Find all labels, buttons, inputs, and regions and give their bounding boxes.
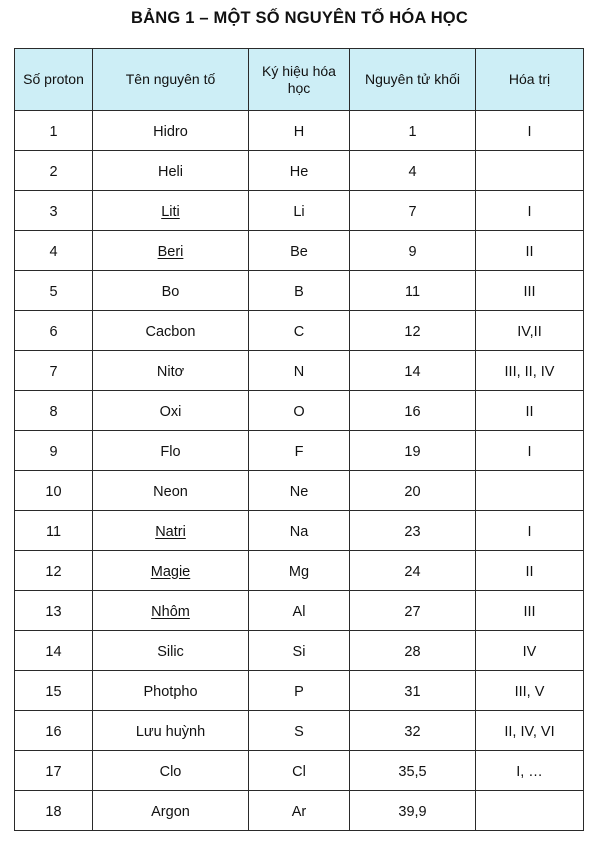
cell-atomic-mass: 20 [350, 471, 476, 511]
element-name-underlined: Liti [161, 203, 180, 220]
table-row [15, 111, 584, 151]
table-row [15, 591, 584, 631]
cell-valence [476, 791, 584, 831]
cell-proton: 12 [15, 551, 93, 591]
cell-element-name: Neon [93, 471, 249, 511]
column-header-proton: Số proton [15, 49, 93, 111]
cell-atomic-mass: 31 [350, 671, 476, 711]
cell-valence: III, V [476, 671, 584, 711]
cell-valence: I, … [476, 751, 584, 791]
cell-valence [476, 151, 584, 191]
table-row [15, 671, 584, 711]
cell-element-name [93, 511, 249, 551]
cell-element-name: Silic [93, 631, 249, 671]
cell-proton: 10 [15, 471, 93, 511]
cell-element-name: Hidro [93, 111, 249, 151]
cell-proton: 16 [15, 711, 93, 751]
cell-proton: 2 [15, 151, 93, 191]
table-header-row [15, 49, 584, 111]
table-row [15, 311, 584, 351]
table-row [15, 431, 584, 471]
table-row [15, 271, 584, 311]
element-name-underlined: Magie [150, 563, 191, 580]
cell-symbol: P [249, 671, 350, 711]
element-name-underlined: Beri [157, 243, 184, 260]
page-title: BẢNG 1 – MỘT SỐ NGUYÊN TỐ HÓA HỌC [131, 9, 468, 27]
cell-symbol: N [249, 351, 350, 391]
cell-valence: III, II, IV [476, 351, 584, 391]
cell-proton: 5 [15, 271, 93, 311]
cell-atomic-mass: 27 [350, 591, 476, 631]
cell-valence: I [476, 511, 584, 551]
cell-element-name [93, 231, 249, 271]
cell-element-name: Photpho [93, 671, 249, 711]
cell-atomic-mass: 23 [350, 511, 476, 551]
cell-element-name: Bo [93, 271, 249, 311]
cell-atomic-mass: 28 [350, 631, 476, 671]
cell-atomic-mass: 12 [350, 311, 476, 351]
table-row [15, 631, 584, 671]
cell-symbol: F [249, 431, 350, 471]
table-row [15, 391, 584, 431]
cell-proton: 9 [15, 431, 93, 471]
cell-atomic-mass: 39,9 [350, 791, 476, 831]
cell-proton: 4 [15, 231, 93, 271]
column-header-name: Tên nguyên tố [93, 49, 249, 111]
cell-atomic-mass: 14 [350, 351, 476, 391]
table-row [15, 751, 584, 791]
cell-valence: I [476, 191, 584, 231]
cell-atomic-mass: 7 [350, 191, 476, 231]
cell-proton: 11 [15, 511, 93, 551]
cell-symbol: Si [249, 631, 350, 671]
cell-element-name: Flo [93, 431, 249, 471]
cell-symbol: Be [249, 231, 350, 271]
cell-atomic-mass: 4 [350, 151, 476, 191]
cell-proton: 7 [15, 351, 93, 391]
cell-valence: III [476, 271, 584, 311]
cell-valence: IV [476, 631, 584, 671]
cell-element-name: Lưu huỳnh [93, 711, 249, 751]
cell-symbol: Al [249, 591, 350, 631]
cell-element-name [93, 551, 249, 591]
cell-valence: II [476, 231, 584, 271]
table-row [15, 551, 584, 591]
table-row [15, 151, 584, 191]
cell-element-name: Heli [93, 151, 249, 191]
cell-element-name [93, 191, 249, 231]
column-header-valence: Hóa trị [476, 49, 584, 111]
cell-symbol: He [249, 151, 350, 191]
cell-symbol: Mg [249, 551, 350, 591]
column-header-mass: Nguyên tử khối [350, 49, 476, 111]
cell-symbol: C [249, 311, 350, 351]
cell-symbol: Ne [249, 471, 350, 511]
cell-symbol: Ar [249, 791, 350, 831]
cell-atomic-mass: 32 [350, 711, 476, 751]
element-name-underlined: Nhôm [151, 603, 190, 620]
cell-element-name: Oxi [93, 391, 249, 431]
element-name-underlined: Natri [155, 523, 186, 540]
cell-valence: I [476, 431, 584, 471]
cell-proton: 3 [15, 191, 93, 231]
table-row [15, 351, 584, 391]
table-row [15, 711, 584, 751]
elements-table [14, 48, 584, 831]
cell-atomic-mass: 24 [350, 551, 476, 591]
cell-valence: IV,II [476, 311, 584, 351]
cell-proton: 18 [15, 791, 93, 831]
cell-valence: II [476, 391, 584, 431]
cell-symbol: Na [249, 511, 350, 551]
cell-symbol: O [249, 391, 350, 431]
cell-proton: 8 [15, 391, 93, 431]
cell-atomic-mass: 11 [350, 271, 476, 311]
cell-symbol: Cl [249, 751, 350, 791]
table-row [15, 191, 584, 231]
cell-element-name: Argon [93, 791, 249, 831]
table-row [15, 511, 584, 551]
cell-element-name: Nitơ [93, 351, 249, 391]
cell-valence: I [476, 111, 584, 151]
cell-symbol: B [249, 271, 350, 311]
cell-symbol: H [249, 111, 350, 151]
cell-element-name: Cacbon [93, 311, 249, 351]
cell-atomic-mass: 9 [350, 231, 476, 271]
cell-atomic-mass: 16 [350, 391, 476, 431]
cell-element-name [93, 591, 249, 631]
cell-proton: 15 [15, 671, 93, 711]
cell-atomic-mass: 1 [350, 111, 476, 151]
cell-proton: 6 [15, 311, 93, 351]
cell-atomic-mass: 35,5 [350, 751, 476, 791]
cell-element-name: Clo [93, 751, 249, 791]
cell-valence: II, IV, VI [476, 711, 584, 751]
cell-proton: 17 [15, 751, 93, 791]
cell-symbol: Li [249, 191, 350, 231]
cell-symbol: S [249, 711, 350, 751]
cell-proton: 13 [15, 591, 93, 631]
table-row [15, 791, 584, 831]
cell-proton: 14 [15, 631, 93, 671]
cell-valence: II [476, 551, 584, 591]
cell-valence [476, 471, 584, 511]
cell-valence: III [476, 591, 584, 631]
cell-proton: 1 [15, 111, 93, 151]
cell-atomic-mass: 19 [350, 431, 476, 471]
table-row [15, 471, 584, 511]
table-body [15, 111, 584, 831]
table-row [15, 231, 584, 271]
column-header-symbol: Ký hiệu hóa học [249, 49, 350, 111]
